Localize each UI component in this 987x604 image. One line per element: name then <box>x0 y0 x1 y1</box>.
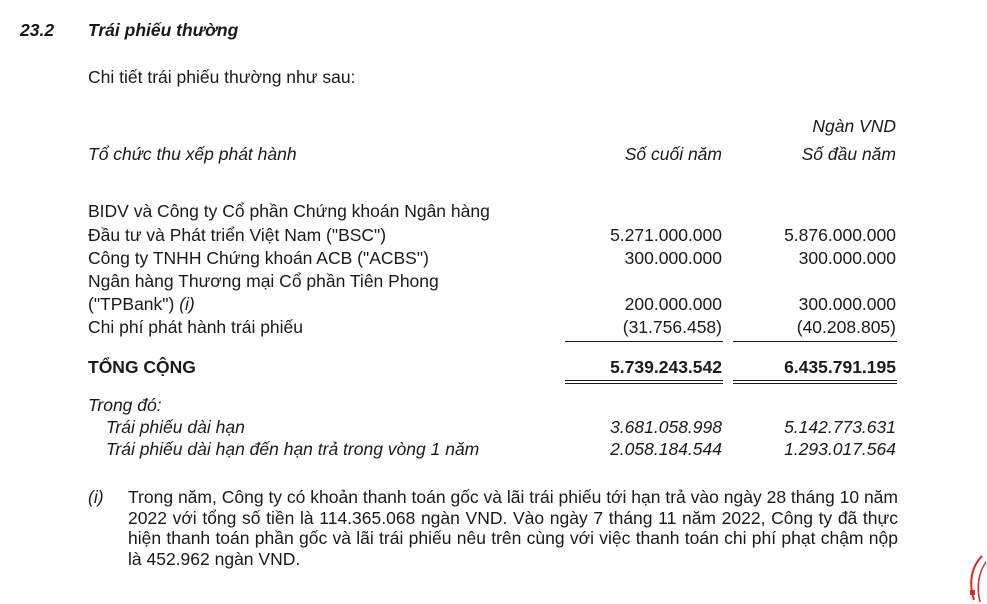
row-begin-year: 5.876.000.000 <box>784 225 896 245</box>
total-double-rule <box>565 383 723 384</box>
row-end-year: 200.000.000 <box>624 294 722 314</box>
row-label-line: Công ty TNHH Chứng khoán ACB ("ACBS") <box>88 248 429 268</box>
total-double-rule <box>565 380 723 381</box>
header-begin-year: Số đầu năm <box>801 144 896 164</box>
row-label-line: Ngân hàng Thương mại Cổ phần Tiên Phong <box>88 271 439 291</box>
section-number: 23.2 <box>20 20 55 40</box>
row-begin-year: 300.000.000 <box>798 248 896 268</box>
note-reference: (i) <box>179 294 195 314</box>
header-label: Tổ chức thu xếp phát hành <box>88 144 297 164</box>
total-double-rule <box>733 380 897 381</box>
breakdown-end-year: 3.681.058.998 <box>610 417 722 437</box>
breakdown-begin-year: 5.142.773.631 <box>784 417 896 437</box>
total-end-year: 5.739.243.542 <box>610 357 722 377</box>
total-begin-year: 6.435.791.195 <box>784 357 896 377</box>
row-begin-year: 300.000.000 <box>798 294 896 314</box>
subtotal-rule <box>565 341 723 342</box>
row-label-line: BIDV và Công ty Cổ phần Chứng khoán Ngân hàng <box>88 201 490 221</box>
row-label-line: Đầu tư và Phát triển Việt Nam ("BSC") <box>88 225 387 245</box>
footnote-marker: (i) <box>88 487 104 507</box>
total-label: TỔNG CỘNG <box>88 357 196 377</box>
row-label-text: ("TPBank") <box>88 294 175 314</box>
stamp-mark <box>962 552 987 604</box>
intro-text: Chi tiết trái phiếu thường như sau: <box>88 67 356 87</box>
row-end-year: 5.271.000.000 <box>610 225 722 245</box>
breakdown-end-year: 2.058.184.544 <box>610 439 722 459</box>
footnote-text: Trong năm, Công ty có khoản thanh toán gốc và lãi trái phiếu tới hạn trả vào ngày 28 tháng 10 năm 2022 với tổng số tiền là 114.365.068 ngàn VND. Vào ngày 7 tháng 11 năm 2022, Công ty đã thực hiện thanh toán phần gốc và lãi trái phiếu nêu trên cùng với việc thanh toán chi phí phạt chậm nộp là 452.962 ngàn VND. <box>128 487 898 569</box>
subtotal-rule <box>733 341 897 342</box>
header-end-year: Số cuối năm <box>624 144 722 164</box>
section-title: Trái phiếu thường <box>88 20 239 40</box>
row-end-year: 300.000.000 <box>624 248 722 268</box>
breakdown-item-label: Trái phiếu dài hạn đến hạn trả trong vòng 1 năm <box>106 439 480 459</box>
total-double-rule <box>733 383 897 384</box>
breakdown-begin-year: 1.293.017.564 <box>784 439 896 459</box>
row-end-year: (31.756.458) <box>622 317 722 337</box>
row-begin-year: (40.208.805) <box>796 317 896 337</box>
breakdown-label: Trong đó: <box>88 395 162 415</box>
row-label-line: Chi phí phát hành trái phiếu <box>88 317 304 337</box>
row-label-line <box>88 294 195 315</box>
unit-label: Ngàn VND <box>812 116 896 136</box>
breakdown-item-label: Trái phiếu dài hạn <box>106 417 245 437</box>
